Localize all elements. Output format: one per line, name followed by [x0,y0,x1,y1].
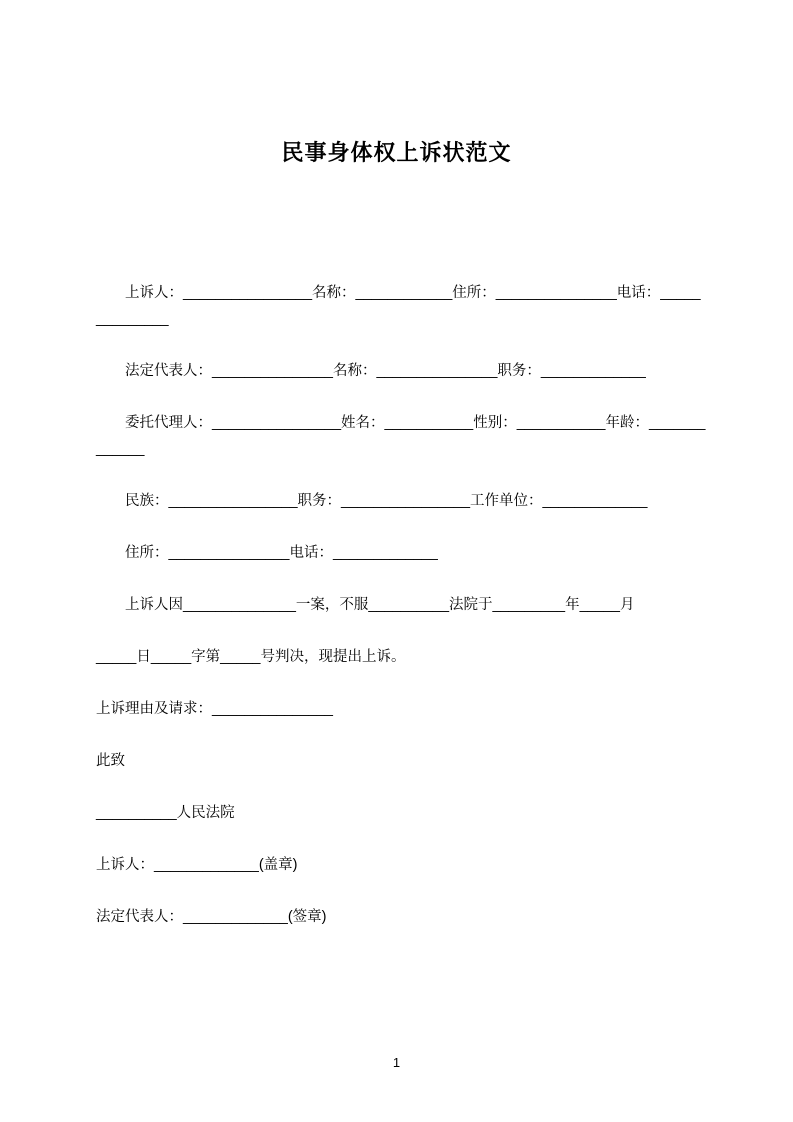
paragraph-ethnicity: 民族：________________职务：________________工作单位：_____________ [125,493,648,509]
page-number: 1 [392,1055,401,1070]
document-body [96,280,706,956]
paragraph-appellant-seal: 上诉人：_____________(盖章) [96,857,298,873]
paragraph-appellant: 上诉人：________________名称：____________住所：_______________电话：______________ [96,285,701,327]
page-title: 民事身体权上诉状范文 [281,140,512,165]
paragraph-judgment-number: _____日_____字第_____号判决，现提出上诉。 [96,649,406,665]
paragraph-entrusted-agent: 委托代理人：________________姓名：___________性别：___________年龄：_____________ [96,415,706,457]
paragraph-court-name: __________人民法院 [96,805,235,821]
paragraph-legal-representative: 法定代表人：_______________名称：_______________职务：_____________ [125,363,646,379]
paragraph-case-reason: 上诉人因______________一案，不服__________法院于_________年_____月 [125,597,635,613]
paragraph-address: 住所：_______________电话：_____________ [125,545,438,561]
paragraph-appeal-reason: 上诉理由及请求：_______________ [96,701,333,717]
paragraph-closing-salutation: 此致 [96,753,125,769]
paragraph-representative-signature: 法定代表人：_____________(签章) [96,909,327,925]
